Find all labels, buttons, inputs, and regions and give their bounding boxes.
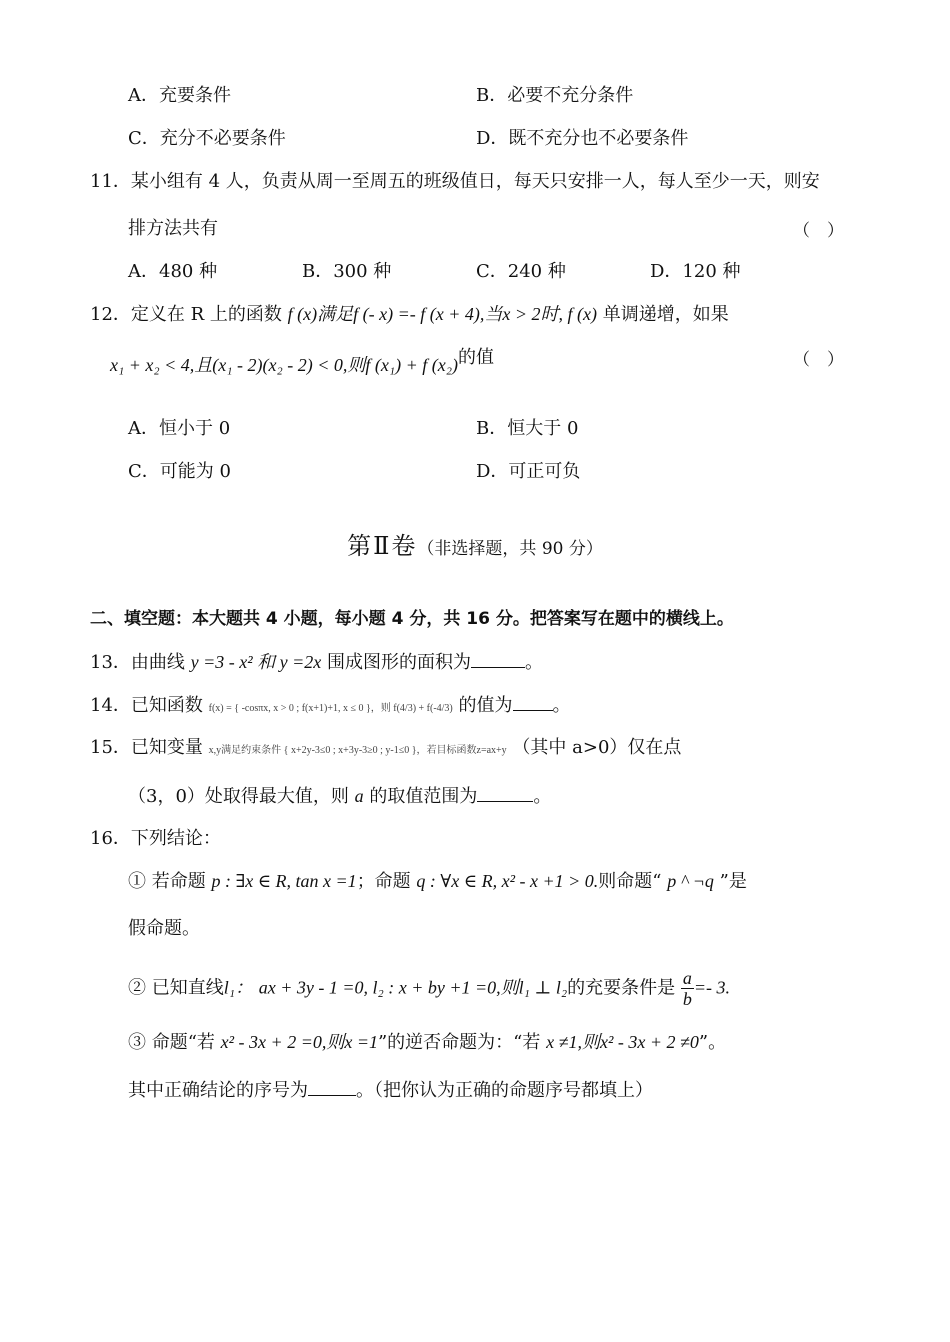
- q15-line2-pre: （3，0）处取得最大值，则: [128, 786, 349, 807]
- q16-conclusion: [128, 1077, 653, 1104]
- q10-option-a: A．充要条件: [128, 85, 231, 106]
- q16-intro: 下列结论：: [130, 828, 221, 849]
- q12-formula1: f (x)满足f (- x) =- f (x + 4),当x > 2时, f (x): [287, 304, 597, 324]
- q11-option-b: B．300 种: [302, 261, 392, 282]
- q16-item1-then: 则命题“: [598, 871, 662, 892]
- q15-post: （其中 a>0）仅在点: [512, 737, 682, 758]
- q16-item1-post: ”是: [719, 871, 747, 892]
- q15-end: 。: [533, 786, 552, 807]
- q12-option-b: B．恒大于 0: [476, 418, 579, 439]
- q16-item2-mid: 的充要条件是: [567, 977, 676, 999]
- q14-pre: 已知函数: [130, 695, 203, 716]
- q16-item2-pre: ② 已知直线: [128, 977, 224, 999]
- section2-heading: 二、填空题：本大题共 4 小题，每小题 4 分，共 16 分。把答案写在题中的横线上。: [90, 609, 734, 629]
- q11-number: 11．: [90, 171, 131, 192]
- q16-item3-pre: ③ 命题“若: [128, 1032, 215, 1053]
- part2-title: [0, 532, 950, 563]
- q12-line2: [110, 347, 495, 379]
- q16-item3: [128, 1029, 726, 1056]
- q16-item3-f1: x² - 3x + 2 =0,则x =1: [220, 1032, 378, 1052]
- q12-text2: 单调递增，如果: [602, 304, 729, 325]
- q11-option-a: A．480 种: [128, 261, 218, 282]
- q16-answer-blank: [308, 1077, 356, 1096]
- q13-stem: [90, 649, 543, 676]
- q11-line2: 排方法共有: [128, 218, 218, 239]
- q16-item1: [128, 868, 747, 895]
- q12-option-d: D．可正可负: [476, 461, 581, 482]
- q12-text1: 定义在 R 上的函数: [130, 304, 282, 325]
- q11-stem: [90, 169, 820, 195]
- q16-item1-q: q : ∀x ∈ R, x² - x +1 > 0.: [416, 871, 599, 891]
- q11-option-d: D．120 种: [650, 261, 741, 282]
- q14-end: 。: [552, 695, 571, 716]
- q12-stem: [90, 301, 729, 328]
- q14-formula: f(x) = { -cosπx, x > 0 ; f(x+1)+1, x ≤ 0 }，则 f(4/3) + f(-4/3): [208, 703, 453, 714]
- q16-item2-fraction: [681, 968, 694, 1009]
- q11-line1: 某小组有 4 人，负责从周一至周五的班级值日，每天只安排一人，每人至少一天，则安: [130, 171, 820, 192]
- q16-item1-line2: 假命题。: [128, 918, 200, 939]
- q13-end: 。: [525, 652, 544, 673]
- q13-formula: y =3 - x² 和 y =2x: [190, 652, 322, 672]
- q16-conclusion-pre: 其中正确结论的序号为: [128, 1080, 308, 1101]
- q12-option-c: C．可能为 0: [128, 461, 231, 482]
- q15-number: 15．: [90, 737, 131, 758]
- q16-item1-expr: p ^ ¬q: [667, 871, 714, 891]
- q15-pre: 已知变量: [130, 737, 203, 758]
- q16-item2-end: =- 3.: [693, 977, 730, 998]
- q12-text3: 的值: [458, 347, 495, 368]
- q15-stem: [90, 735, 681, 764]
- q11-answer-paren: （ ）: [793, 221, 844, 241]
- q14-answer-blank: [513, 692, 553, 711]
- q16-item1-p: p : ∃x ∈ R, tan x =1: [211, 871, 357, 891]
- q13-pre: 由曲线: [130, 652, 185, 673]
- q14-number: 14．: [90, 695, 131, 716]
- q12-answer-paren: （ ）: [793, 350, 844, 370]
- q13-answer-blank: [471, 649, 525, 668]
- q15-answer-blank: [477, 783, 533, 802]
- q16-item2-formula: ax + 3y - 1 =0, l₂ : x + by +1 =0,则l₁ ⊥ l₂: [258, 977, 568, 998]
- q14-post: 的值为: [458, 695, 513, 716]
- q12-formula2: x₁ + x₂ < 4,且(x₁ - 2)(x₂ - 2) < 0,则f (x₁) + f (x₂): [110, 355, 459, 375]
- q11-option-c: C．240 种: [476, 261, 566, 282]
- q15-var-a: a: [354, 786, 364, 806]
- part2-subtitle: （非选择题，共 90 分）: [417, 539, 603, 559]
- q15-formula: x,y满足约束条件 { x+2y-3≤0 ; x+3y-3≥0 ; y-1≤0 }，若目标函数z=ax+y: [208, 745, 507, 756]
- q16-item2: [128, 968, 730, 1009]
- q16-item1-pre: ① 若命题: [128, 871, 206, 892]
- q13-post: 围成图形的面积为: [327, 652, 472, 673]
- q16-item2-l1: l₁：: [223, 977, 253, 998]
- q16-stem: [90, 826, 221, 852]
- q10-option-d: D．既不充分也不必要条件: [476, 128, 689, 149]
- fraction-denominator: b: [682, 989, 692, 1009]
- q10-option-b: B．必要不充分条件: [476, 85, 634, 106]
- q16-item1-mid: ；命题: [356, 871, 411, 892]
- q12-option-a: A．恒小于 0: [128, 418, 231, 439]
- q16-item3-mid: ”的逆否命题为：“若: [377, 1032, 541, 1053]
- q10-option-c: C．充分不必要条件: [128, 128, 286, 149]
- q16-item3-post: ”。: [698, 1032, 727, 1053]
- q16-conclusion-post: 。（把你认为正确的命题序号都填上）: [356, 1080, 653, 1101]
- part2-title-main: 第Ⅱ卷: [347, 532, 418, 560]
- q16-item3-f2: x ≠1,则x² - 3x + 2 ≠0: [546, 1032, 699, 1052]
- q16-number: 16．: [90, 828, 131, 849]
- q13-number: 13．: [90, 652, 131, 673]
- q15-line2: [128, 783, 551, 810]
- q15-line2-post: 的取值范围为: [369, 786, 478, 807]
- q14-stem: [90, 692, 571, 722]
- fraction-numerator: a: [682, 968, 692, 988]
- q12-number: 12．: [90, 304, 131, 325]
